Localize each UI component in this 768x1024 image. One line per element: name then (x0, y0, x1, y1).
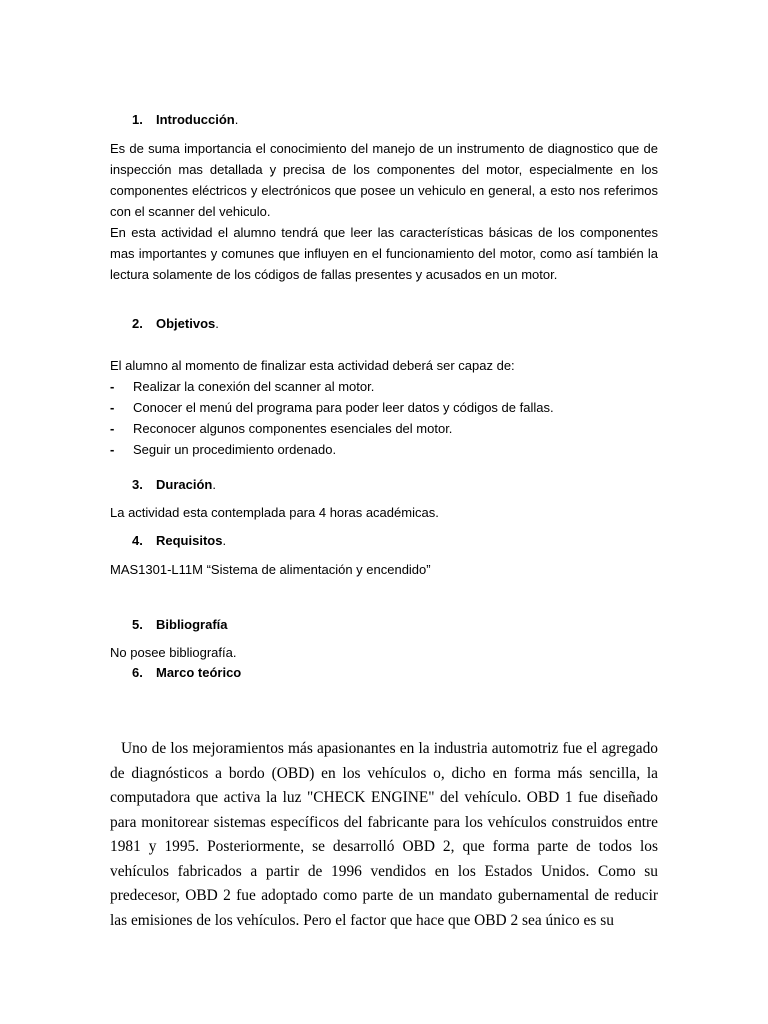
requirements-text: MAS1301-L11M “Sistema de alimentación y encendido” (110, 562, 431, 577)
theory-paragraph: Uno de los mejoramientos más apasionantes en la industria automotriz fue el agregado de diagnósticos a bordo (OBD) en los vehículos o, dicho en forma más sencilla, la computadora que activa la luz "CHECK ENGINE" del vehículo. OBD 1 fue diseñado para monitorear sistemas específicos del fabricante para los vehículos construidos entre 1981 y 1995. Posteriormente, se desarrolló OBD 2, que forma parte de todos los vehículos fabricados a partir de 1996 vendidos en los Estados Unidos. Como su predecesor, OBD 2 fue adoptado como parte de un mandato gubernamental de reducir las emisiones de los vehículos. Pero el factor que hace que OBD 2 sea único es su (110, 740, 658, 929)
list-item (110, 397, 658, 418)
bullet-dash: - (110, 421, 115, 436)
heading-duracion (132, 477, 216, 493)
heading-number: 2. (132, 316, 143, 331)
list-item (110, 418, 658, 439)
heading-number: 3. (132, 477, 143, 492)
heading-suffix: . (234, 112, 239, 127)
heading-objetivos (132, 316, 219, 332)
bibliography-text: No posee bibliografía. (110, 645, 237, 660)
list-item (110, 376, 658, 397)
duration-text: La actividad esta contemplada para 4 horas académicas. (110, 505, 439, 520)
bullet-dash: - (110, 400, 115, 415)
heading-title: Marco teórico (156, 665, 242, 680)
heading-title: Duración (156, 477, 213, 492)
heading-title: Bibliografía (156, 617, 228, 632)
bullet-dash: - (110, 442, 115, 457)
list-item-text: Conocer el menú del programa para poder leer datos y códigos de fallas. (133, 400, 554, 415)
heading-title: Requisitos (156, 533, 223, 548)
heading-suffix: . (215, 316, 219, 331)
bullet-dash: - (110, 379, 115, 394)
heading-number: 6. (132, 665, 143, 680)
list-item-text: Reconocer algunos componentes esenciales del motor. (133, 421, 453, 436)
list-item-text: Seguir un procedimiento ordenado. (133, 442, 337, 457)
heading-suffix: . (222, 533, 227, 548)
objectives-list (110, 376, 658, 460)
list-item-text: Realizar la conexión del scanner al motor. (133, 379, 375, 394)
objectives-block (110, 355, 658, 460)
heading-introduccion (132, 112, 238, 128)
objectives-lead: El alumno al momento de finalizar esta actividad deberá ser capaz de: (110, 358, 515, 373)
heading-number: 1. (132, 112, 143, 127)
list-item (110, 439, 658, 460)
heading-title: Introducción (156, 112, 235, 127)
heading-number: 5. (132, 617, 143, 632)
heading-requisitos (132, 533, 226, 549)
heading-number: 4. (132, 533, 143, 548)
heading-title: Objetivos (156, 316, 216, 331)
heading-suffix: . (212, 477, 216, 492)
heading-bibliografia (132, 617, 228, 633)
intro-paragraph-1: Es de suma importancia el conocimiento del manejo de un instrumento de diagnostico que de inspección mas detallada y precisa de los componentes del motor, especialmente en los componentes eléctricos y electrónicos que posee un vehiculo en general, a esto nos referimos con el scanner del vehiculo. (110, 141, 658, 219)
heading-marco-teorico (132, 665, 241, 681)
intro-paragraph-2: En esta actividad el alumno tendrá que leer las características básicas de los componentes mas importantes y comunes que influyen en el funcionamiento del motor, como así también la lectura solamente de los códigos de fallas presentes y acusados en un motor. (110, 225, 658, 282)
